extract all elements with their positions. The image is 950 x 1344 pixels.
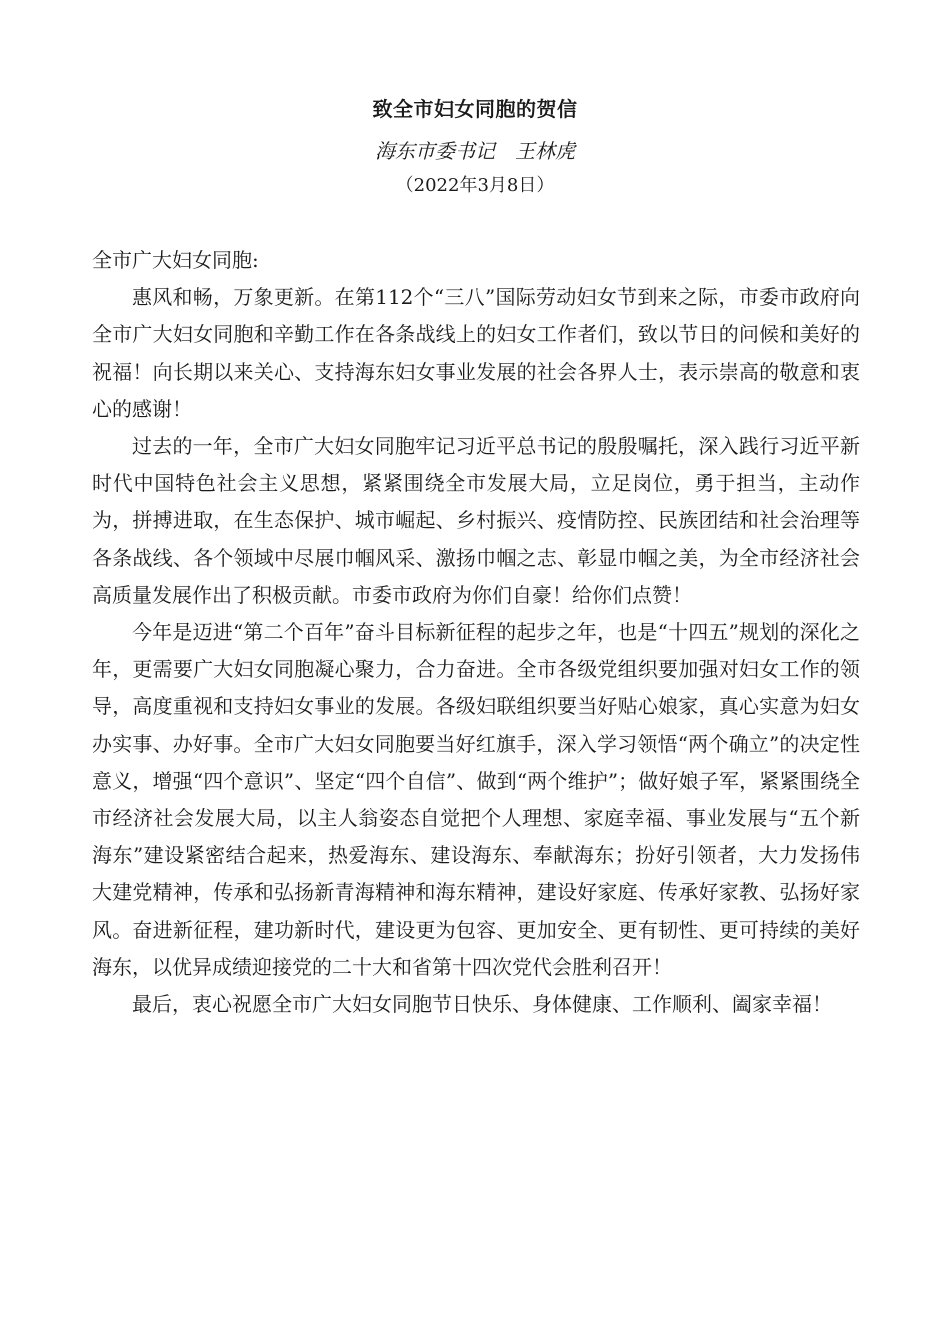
paragraph-outlook: 今年是迈进“第二个百年”奋斗目标新征程的起步之年，也是“十四五”规划的深化之年，更需要广大妇女同胞凝心聚力，合力奋进。全市各级党组织要加强对妇女工作的领导，高度重视和支持妇女事业的发展。各级妇联组织要当好贴心娘家，真心实意为妇女办实事、办好事。全市广大妇女同胞要当好红旗手，深入学习领悟“两个确立”的决定性意义，增强“四个意识”、坚定“四个自信”、做到“两个维护”；做好娘子军，紧紧围绕全市经济社会发展大局，以主人翁姿态自觉把个人理想、家庭幸福、事业发展与“五个新海东”建设紧密结合起来，热爱海东、建设海东、奉献海东；扮好引领者，大力发扬伟大建党精神，传承和弘扬新青海精神和海东精神，建设好家庭、传承好家教、弘扬好家风。奋进新征程，建功新时代，建设更为包容、更加安全、更有韧性、更可持续的美好海东，以优异成绩迎接党的二十大和省第十四次党代会胜利召开！ <box>92 620 860 979</box>
letter-date: （2022年3月8日） <box>395 175 555 196</box>
paragraph-closing: 最后，衷心祝愿全市广大妇女同胞节日快乐、身体健康、工作顺利、阖家幸福！ <box>132 992 832 1017</box>
salutation: 全市广大妇女同胞: <box>92 248 259 272</box>
letter-body <box>92 242 860 1023</box>
paragraph-review: 过去的一年，全市广大妇女同胞牢记习近平总书记的殷殷嘱托，深入践行习近平新时代中国特色社会主义思想，紧紧围绕全市发展大局，立足岗位，勇于担当，主动作为，拼搏进取，在生态保护、城市崛起、乡村振兴、疫情防控、民族团结和社会治理等各条战线、各个领域中尽展巾帼风采、激扬巾帼之志、彰显巾帼之美，为全市经济社会高质量发展作出了积极贡献。市委市政府为你们自豪！给你们点赞！ <box>92 434 860 607</box>
letter-title: 致全市妇女同胞的贺信 <box>372 97 578 121</box>
paragraph-greeting: 惠风和畅，万象更新。在第112个“三八”国际劳动妇女节到来之际，市委市政府向全市广大妇女同胞和辛勤工作在各条战线上的妇女工作者们，致以节日的问候和美好的祝福！向长期以来关心、支持海东妇女事业发展的社会各界人士，表示崇高的敬意和衷心的感谢！ <box>92 285 860 421</box>
author-byline: 海东市委书记 王林虎 <box>375 139 575 163</box>
